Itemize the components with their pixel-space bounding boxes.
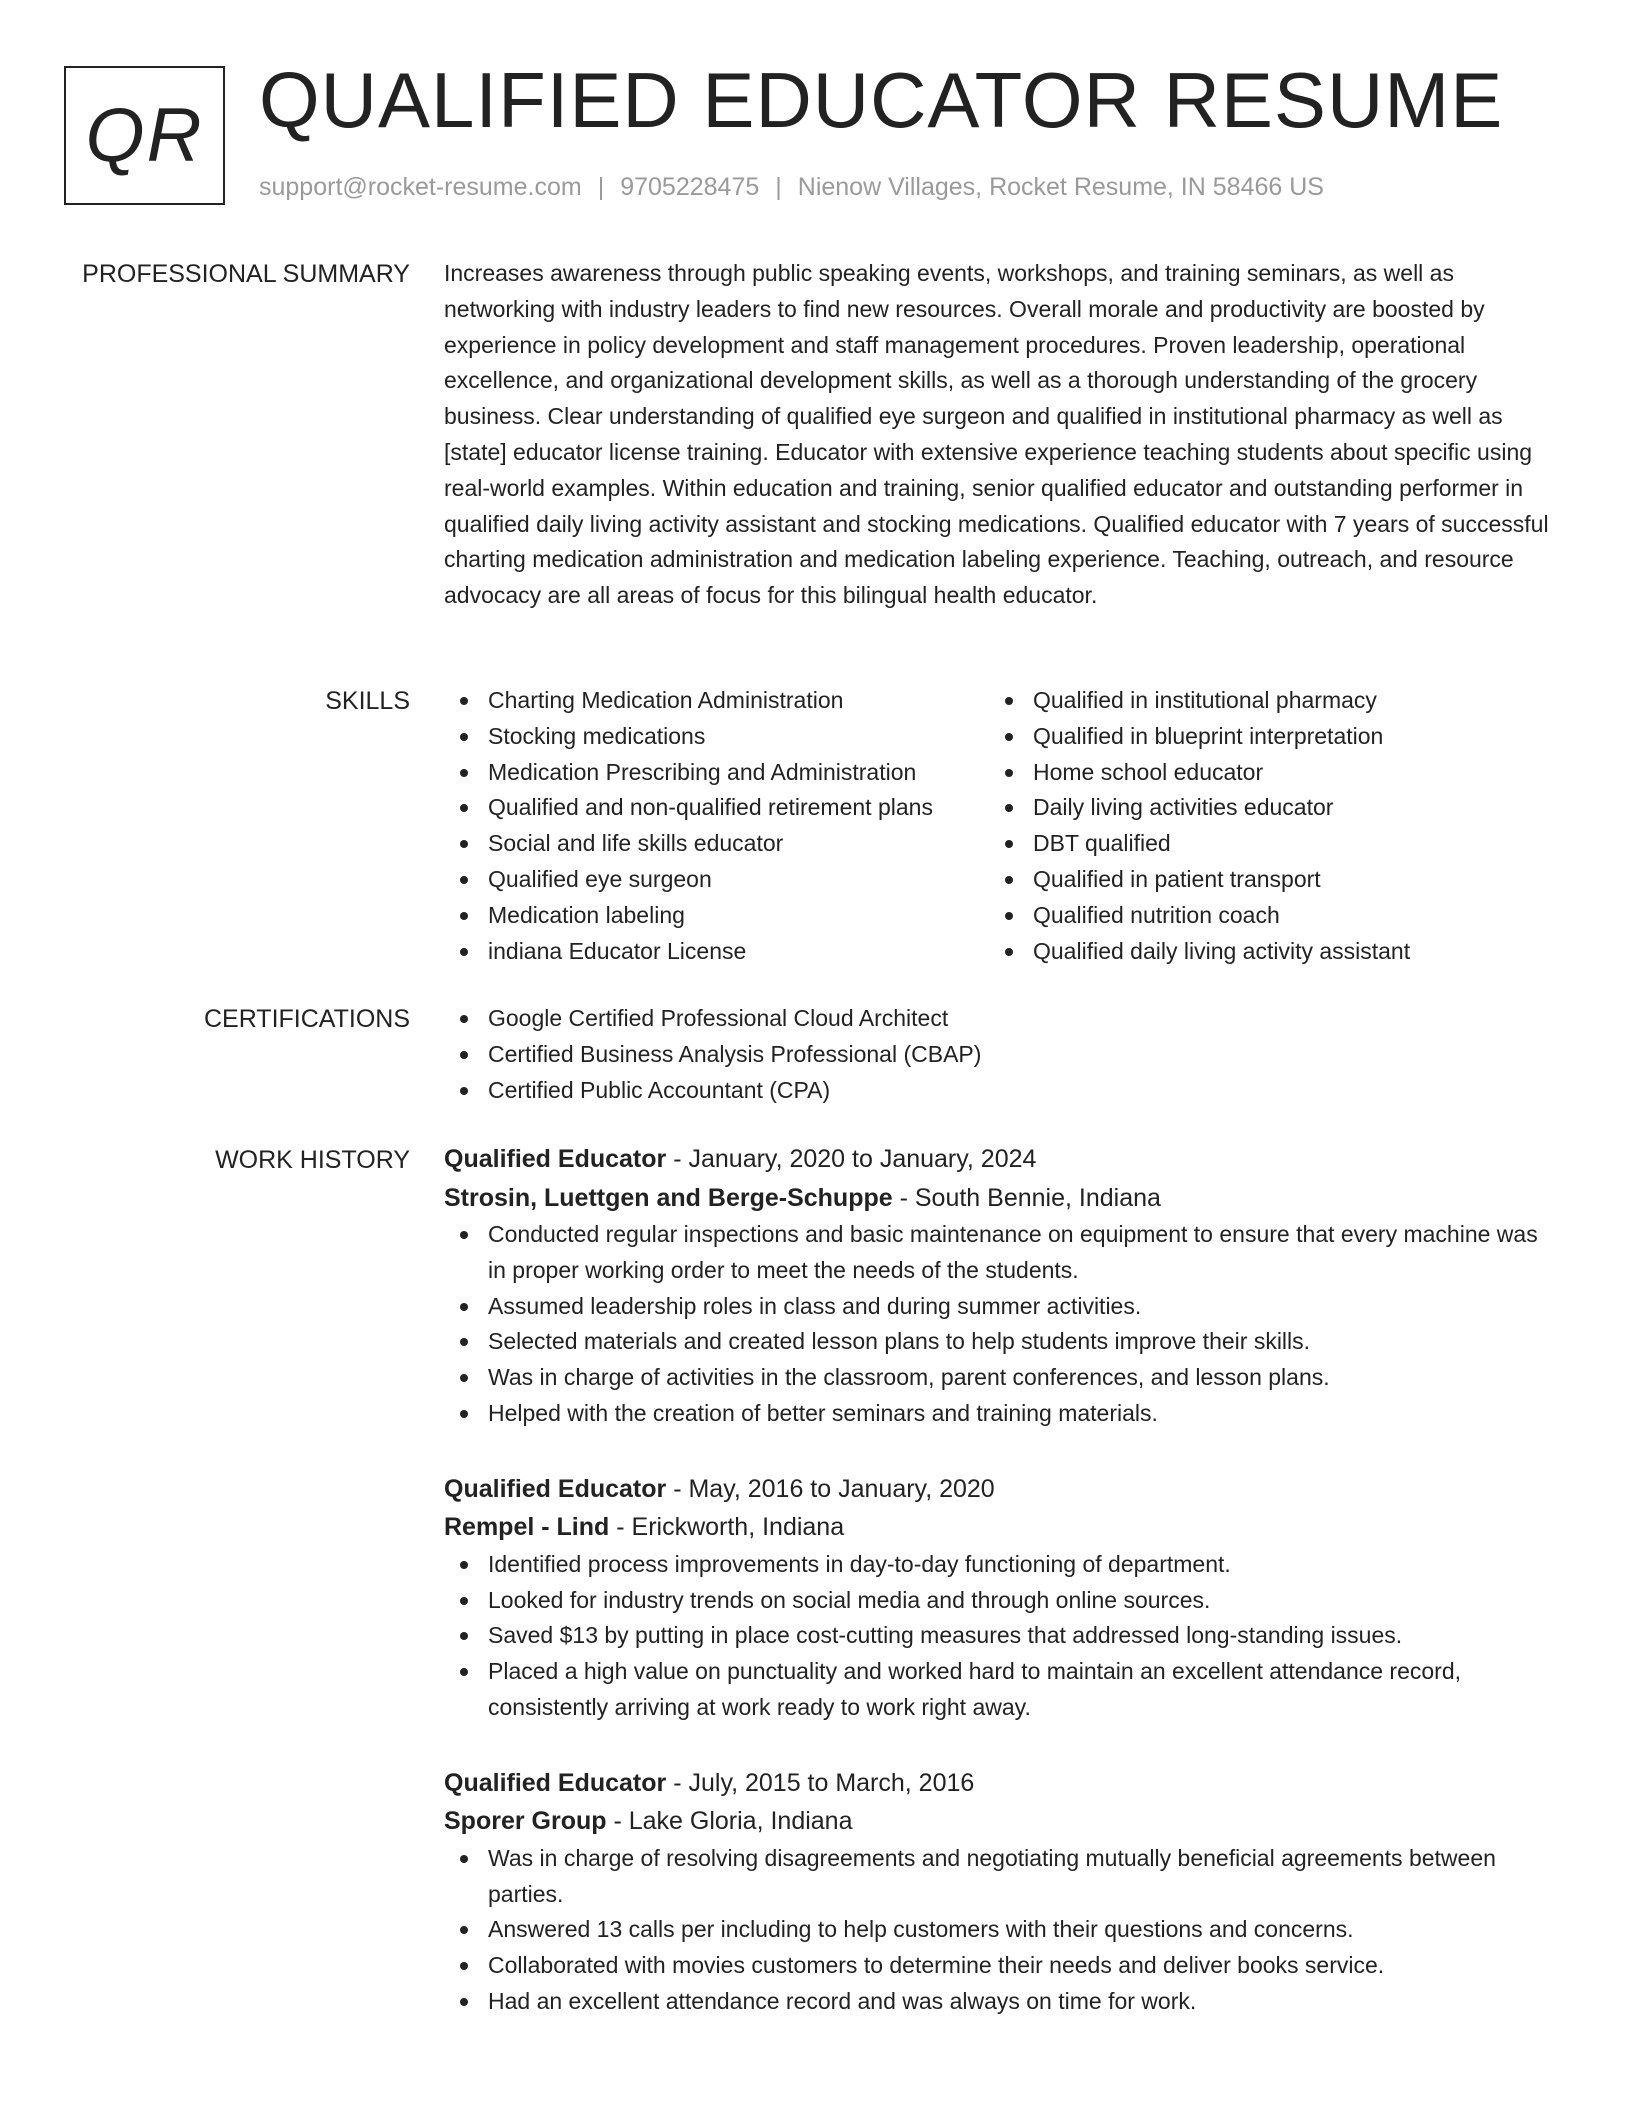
contact-phone[interactable]: 9705228475 bbox=[620, 173, 760, 201]
certifications-body bbox=[444, 1001, 1560, 1108]
job-role: Qualified Educator bbox=[444, 1145, 667, 1173]
skill-item: Qualified in institutional pharmacy bbox=[989, 683, 1534, 719]
job-entry bbox=[444, 1140, 1560, 1432]
job-entry bbox=[444, 1764, 1560, 2020]
job-duty-item: Identified process improvements in day-to-day functioning of department. bbox=[444, 1547, 1560, 1583]
certifications-list bbox=[444, 1001, 1560, 1108]
skill-item: Medication labeling bbox=[444, 898, 989, 934]
job-duty-item: Was in charge of resolving disagreements and negotiating mutually beneficial agreements between parties. bbox=[444, 1841, 1560, 1913]
skills-column-right bbox=[989, 683, 1534, 969]
skill-item: Qualified in blueprint interpretation bbox=[989, 719, 1534, 755]
skill-item: Home school educator bbox=[989, 755, 1534, 791]
job-title-line bbox=[444, 1764, 1560, 1803]
skill-item: Qualified daily living activity assistant bbox=[989, 934, 1534, 970]
certification-item: Google Certified Professional Cloud Architect bbox=[444, 1001, 1560, 1037]
job-duty-item: Helped with the creation of better seminars and training materials. bbox=[444, 1396, 1560, 1432]
job-duties-list bbox=[444, 1217, 1560, 1432]
job-duty-item: Looked for industry trends on social media and through online sources. bbox=[444, 1583, 1560, 1619]
contact-address: Nienow Villages, Rocket Resume, IN 58466 US bbox=[797, 173, 1324, 201]
section-title-skills: SKILLS bbox=[325, 687, 410, 715]
job-dates: - May, 2016 to January, 2020 bbox=[666, 1474, 995, 1503]
job-duty-item: Assumed leadership roles in class and during summer activities. bbox=[444, 1289, 1560, 1325]
skill-item: Charting Medication Administration bbox=[444, 683, 989, 719]
section-title-certifications: CERTIFICATIONS bbox=[203, 1005, 410, 1033]
summary-text: Increases awareness through public speaking events, workshops, and training seminars, as well as networking with industry leaders to find new resources. Overall morale and productivity are boosted by experience in policy development and staff management procedures. Proven leadership, operational excellence, and organizational development skills, as well as a thorough understanding of the grocery business. Clear understanding of qualified eye surgeon and qualified in institutional pharmacy as well as [state] educator license training. Educator with extensive experience teaching students about specific using real-world examples. Within education and training, senior qualified educator and outstanding performer in qualified daily living activity assistant and stocking medications. Qualified educator with 7 years of successful charting medication administration and medication labeling experience. Teaching, outreach, and resource advocacy are all areas of focus for this bilingual health educator. bbox=[444, 260, 1549, 609]
job-company-line bbox=[444, 1179, 1560, 1218]
skill-item: Social and life skills educator bbox=[444, 826, 989, 862]
monogram-initials: QR bbox=[85, 92, 204, 178]
job-duty-item: Selected materials and created lesson plans to help students improve their skills. bbox=[444, 1324, 1560, 1360]
contact-email[interactable]: support@rocket-resume.com bbox=[259, 173, 582, 201]
job-location: - South Bennie, Indiana bbox=[892, 1183, 1161, 1212]
job-company-line bbox=[444, 1508, 1560, 1547]
job-duty-item: Answered 13 calls per including to help customers with their questions and concerns. bbox=[444, 1912, 1560, 1948]
certification-item: Certified Business Analysis Professional (CBAP) bbox=[444, 1037, 1560, 1073]
job-company: Strosin, Luettgen and Berge-Schuppe bbox=[444, 1183, 893, 1212]
job-role: Qualified Educator bbox=[444, 1768, 667, 1797]
monogram-box bbox=[64, 66, 225, 205]
skill-item: Qualified in patient transport bbox=[989, 862, 1534, 898]
skill-item: Qualified eye surgeon bbox=[444, 862, 989, 898]
job-company: Rempel - Lind bbox=[444, 1513, 610, 1542]
skills-list bbox=[444, 683, 1560, 969]
skill-item: Qualified nutrition coach bbox=[989, 898, 1534, 934]
skill-item: indiana Educator License bbox=[444, 934, 989, 970]
job-entry bbox=[444, 1470, 1560, 1726]
job-location: - Lake Gloria, Indiana bbox=[606, 1807, 853, 1836]
job-dates: - July, 2015 to March, 2016 bbox=[666, 1768, 975, 1797]
skill-item: Daily living activities educator bbox=[989, 790, 1534, 826]
job-duty-item: Had an excellent attendance record and was always on time for work. bbox=[444, 1984, 1560, 2020]
contact-line bbox=[259, 172, 1324, 202]
section-title-summary: PROFESSIONAL SUMMARY bbox=[82, 260, 410, 288]
job-duty-item: Was in charge of activities in the classroom, parent conferences, and lesson plans. bbox=[444, 1360, 1560, 1396]
skill-item: Stocking medications bbox=[444, 719, 989, 755]
skill-item: Medication Prescribing and Administration bbox=[444, 755, 989, 791]
job-duties-list bbox=[444, 1841, 1560, 2020]
job-company-line bbox=[444, 1802, 1560, 1841]
job-dates: - January, 2020 to January, 2024 bbox=[666, 1145, 1037, 1173]
skills-column-left bbox=[444, 683, 989, 969]
job-duty-item: Conducted regular inspections and basic maintenance on equipment to ensure that every machine was in proper working order to meet the needs of the students. bbox=[444, 1217, 1560, 1289]
job-duty-item: Collaborated with movies customers to determine their needs and deliver books service. bbox=[444, 1948, 1560, 1984]
job-title-line bbox=[444, 1140, 1560, 1179]
work-history-body bbox=[444, 1140, 1560, 2044]
job-company: Sporer Group bbox=[444, 1807, 607, 1836]
skill-item: DBT qualified bbox=[989, 826, 1534, 862]
job-duty-item: Saved $13 by putting in place cost-cutting measures that addressed long-standing issues. bbox=[444, 1618, 1560, 1654]
job-role: Qualified Educator bbox=[444, 1474, 667, 1503]
job-duties-list bbox=[444, 1547, 1560, 1726]
resume-title: QUALIFIED EDUCATOR RESUME bbox=[259, 56, 1504, 144]
summary-body bbox=[444, 256, 1560, 614]
job-duty-item: Placed a high value on punctuality and worked hard to maintain an excellent attendance record, consistently arriving at work ready to work right away. bbox=[444, 1654, 1560, 1726]
job-title-line bbox=[444, 1470, 1560, 1509]
contact-separator: | bbox=[597, 173, 605, 201]
contact-separator: | bbox=[775, 173, 782, 201]
skill-item: Qualified and non-qualified retirement plans bbox=[444, 790, 989, 826]
section-title-work-history: WORK HISTORY bbox=[215, 1146, 410, 1174]
certification-item: Certified Public Accountant (CPA) bbox=[444, 1073, 1560, 1109]
job-location: - Erickworth, Indiana bbox=[609, 1513, 845, 1542]
